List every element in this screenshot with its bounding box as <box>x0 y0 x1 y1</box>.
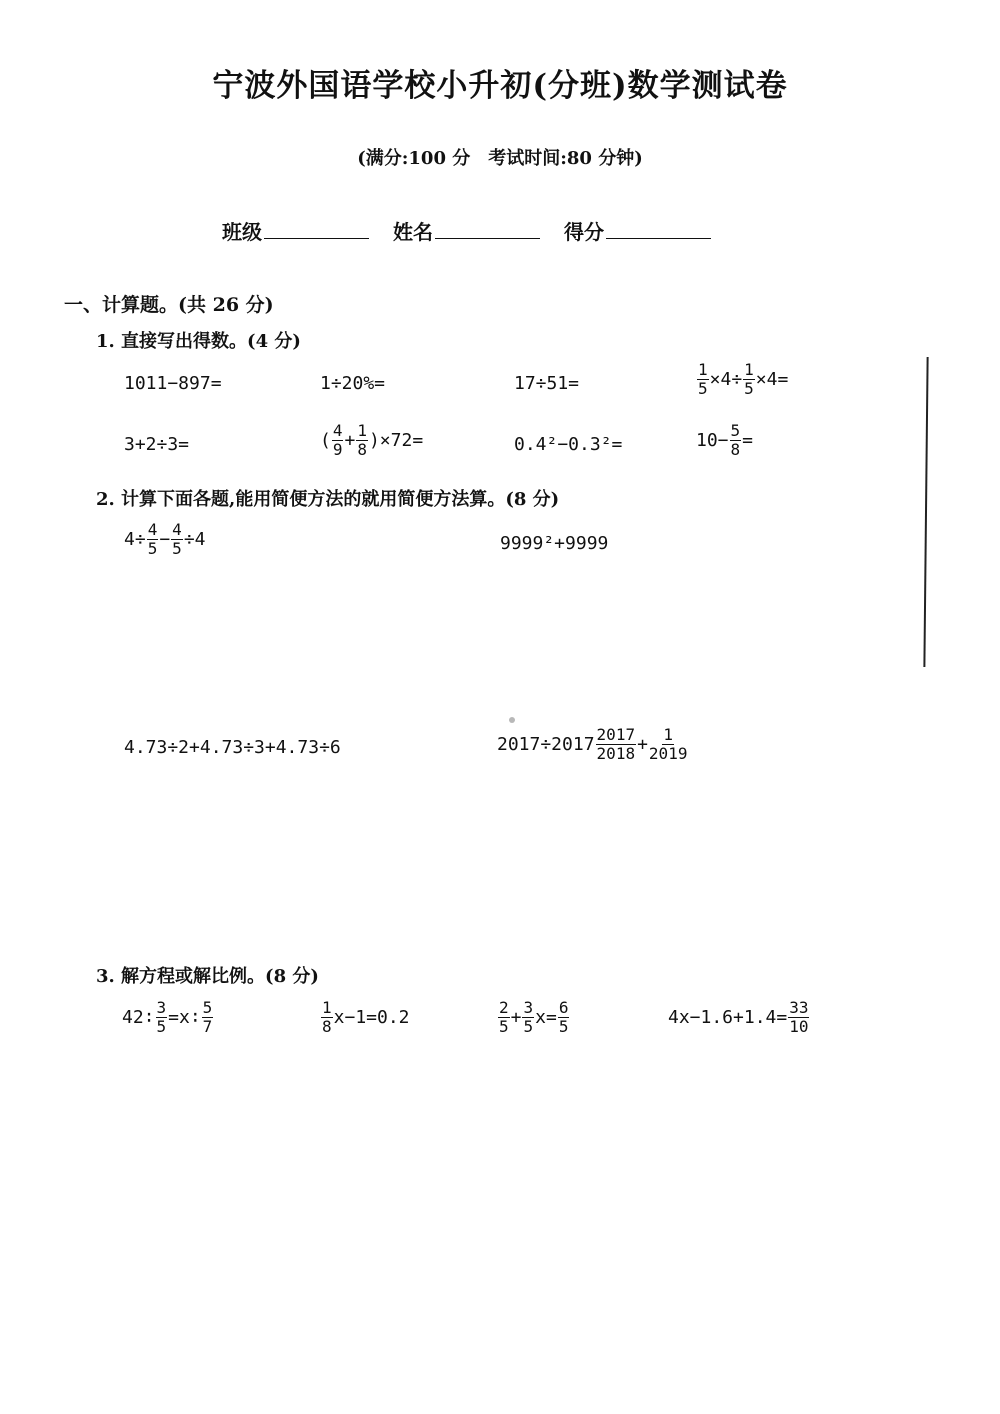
score-field <box>564 216 711 245</box>
question-1-label: 1. 直接写出得数。(4 分) <box>96 331 301 352</box>
fraction: $\frac{2017}{2018}$ <box>596 725 636 763</box>
class-blank[interactable] <box>264 218 369 239</box>
fraction: $\frac{1}{8}$ <box>322 998 332 1036</box>
question-2-label: 2. 计算下面各题,能用简便方法的就用简便方法算。(8 分) <box>96 489 560 510</box>
q3-equation-1: 42∶ $\frac{3}{5}$ =x∶ $\frac{5}{7}$ <box>122 998 213 1036</box>
q1-item-3: 17÷51= <box>514 373 580 394</box>
fraction: $\frac{1}{8}$ <box>357 421 367 459</box>
fraction: $\frac{3}{5}$ <box>156 998 167 1036</box>
fraction: $\frac{1}{5}$ <box>698 360 708 398</box>
margin-line <box>923 357 928 667</box>
score-blank[interactable] <box>606 218 711 239</box>
fraction: $\frac{1}{5}$ <box>744 360 754 398</box>
name-field <box>393 216 540 245</box>
fraction: $\frac{2}{5}$ <box>499 998 509 1036</box>
q1-item-7: 0.4²−0.3²= <box>514 434 623 455</box>
q3-equation-3: $\frac{2}{5}$ + $\frac{3}{5}$ x= $\frac{6}{5}$ <box>499 998 569 1036</box>
page-title: 宁波外国语学校小升初(分班)数学测试卷 <box>212 68 788 104</box>
fraction: $\frac{5}{8}$ <box>730 421 741 459</box>
q3-equation-4: 4x−1.6+1.4= $\frac{33}{10}$ <box>668 998 809 1036</box>
q1-item-1: 1011−897= <box>124 373 222 394</box>
q2-problem-1: 4÷ $\frac{4}{5}$ − $\frac{4}{5}$ ÷4 <box>124 520 206 558</box>
q2-problem-3: 4.73÷2+4.73÷3+4.73÷6 <box>124 737 341 758</box>
fraction: $\frac{4}{9}$ <box>332 421 343 459</box>
q1-item-8: 10− $\frac{5}{8}$ = <box>696 421 753 459</box>
score-label: 得分 <box>564 220 604 244</box>
name-label: 姓名 <box>393 220 433 244</box>
q1-item-5: 3+2÷3= <box>124 434 190 455</box>
exam-info: (满分:100 分 考试时间:80 分钟) <box>357 148 643 169</box>
fraction: $\frac{3}{5}$ <box>523 998 534 1036</box>
class-field <box>222 216 369 245</box>
fraction: $\frac{4}{5}$ <box>172 520 182 558</box>
q1-item-4: $\frac{1}{5}$ ×4÷ $\frac{1}{5}$ ×4= <box>698 360 789 398</box>
q3-equation-2: $\frac{1}{8}$ x−1=0.2 <box>322 998 410 1036</box>
scan-dot <box>509 717 515 723</box>
question-3-label: 3. 解方程或解比例。(8 分) <box>96 966 319 987</box>
name-blank[interactable] <box>435 218 540 239</box>
q2-problem-2: 9999²+9999 <box>500 533 609 554</box>
q2-problem-4: 2017÷2017 $\frac{2017}{2018}$ + $\frac{1}{2019}$ <box>497 725 688 763</box>
q1-item-2: 1÷20%= <box>320 373 386 394</box>
fraction: $\frac{33}{10}$ <box>789 998 809 1036</box>
section-title: 一、计算题。(共 26 分) <box>64 294 274 316</box>
fraction: $\frac{4}{5}$ <box>147 520 158 558</box>
fraction: $\frac{6}{5}$ <box>558 998 569 1036</box>
q1-item-6: ( $\frac{4}{9}$ + $\frac{1}{8}$ )×72= <box>320 421 424 459</box>
fraction: $\frac{1}{2019}$ <box>648 725 688 763</box>
fraction: $\frac{5}{7}$ <box>202 998 213 1036</box>
class-label: 班级 <box>222 220 262 244</box>
